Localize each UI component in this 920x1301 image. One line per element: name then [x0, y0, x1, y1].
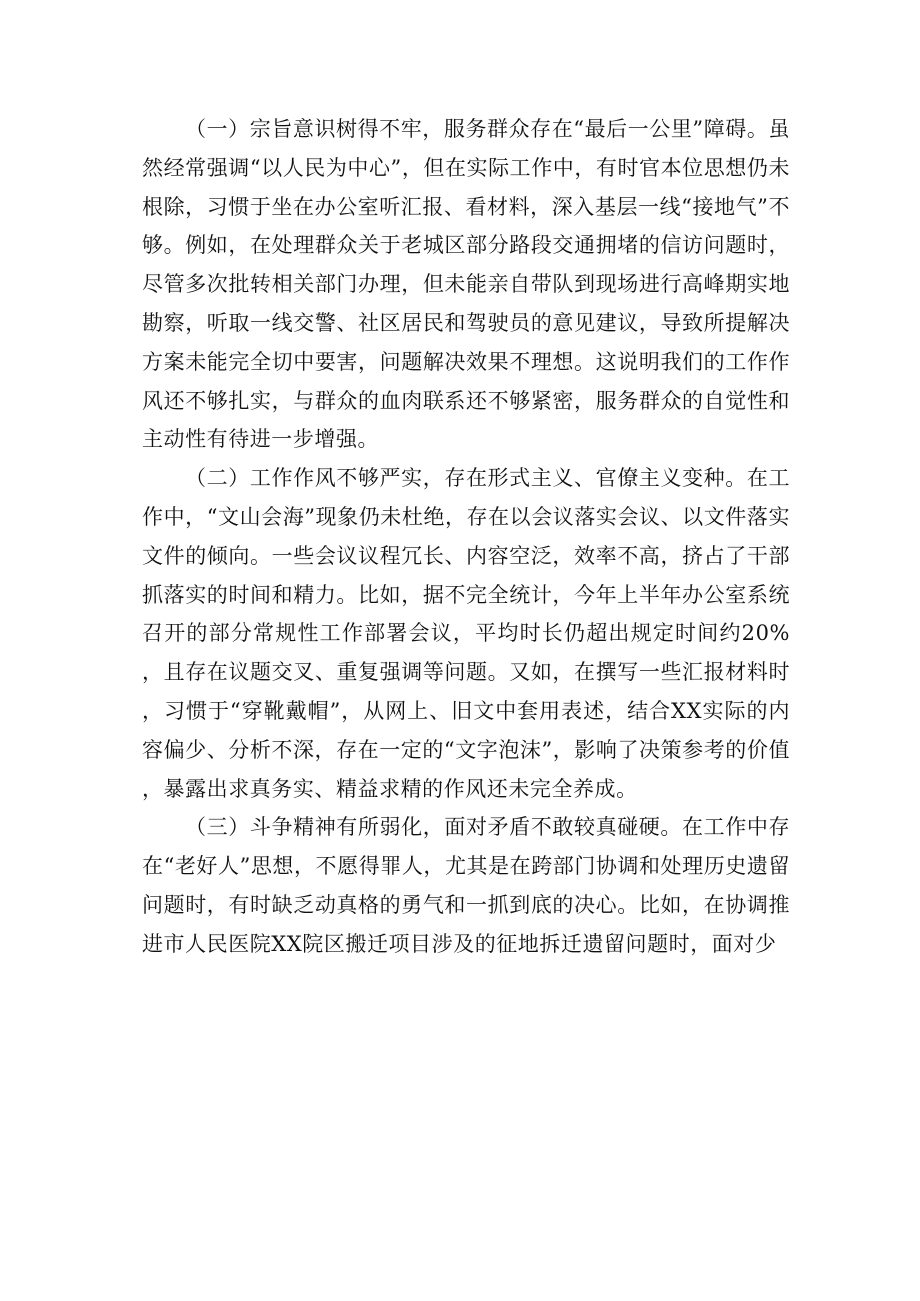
paragraph-2: （二）工作作风不够严实，存在形式主义、官僚主义变种。在工作中，“文山会海”现象仍未杜绝，存在以会议落实会议、以文件落实文件的倾向。一些会议议程冗长、内容空泛，效率不高，挤占了干部抓落实的时间和精力。比如，据不完全统计，今年上半年办公室系统召开的部分常规性工作部署会议，平均时长仍超出规定时间约20%，且存在议题交叉、重复强调等问题。又如，在撰写一些汇报材料时，习惯于“穿靴戴帽”，从网上、旧文中套用表述，结合XX实际的内容偏少、分析不深，存在一定的“文字泡沫”，影响了决策参考的价值，暴露出求真务实、精益求精的作风还未完全养成。: [142, 466, 790, 801]
paragraph-3: （三）斗争精神有所弱化，面对矛盾不敢较真碰硬。在工作中存在“老好人”思想，不愿得罪人，尤其是在跨部门协调和处理历史遗留问题时，有时缺乏动真格的勇气和一抓到底的决心。比如，在协调推进市人民医院XX院区搬迁项目涉及的征地拆迁遗留问题时，面对少: [142, 815, 790, 956]
paragraph-1: （一）宗旨意识树得不牢，服务群众存在“最后一公里”障碍。虽然经常强调“以人民为中心”，但在实际工作中，有时官本位思想仍未根除，习惯于坐在办公室听汇报、看材料，深入基层一线“接地气”不够。例如，在处理群众关于老城区部分路段交通拥堵的信访问题时，尽管多次批转相关部门办理，但未能亲自带队到现场进行高峰期实地勘察，听取一线交警、社区居民和驾驶员的意见建议，导致所提解决方案未能完全切中要害，问题解决效果不理想。这说明我们的工作作风还不够扎实，与群众的血肉联系还不够紧密，服务群众的自觉性和主动性有待进一步增强。: [142, 117, 790, 452]
